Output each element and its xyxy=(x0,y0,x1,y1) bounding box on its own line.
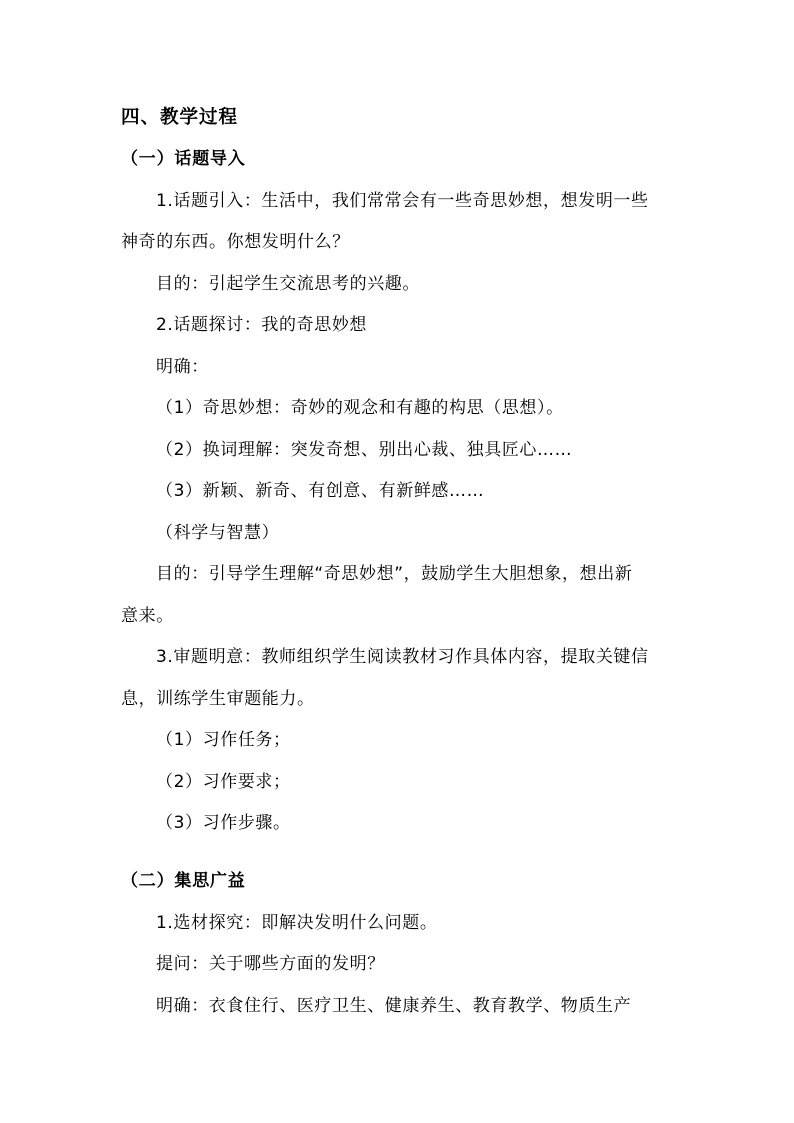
section-title: 四、教学过程 xyxy=(121,107,239,128)
part1-heading: （一）话题导入 xyxy=(121,149,246,169)
part1-item2-title: 2.话题探讨：我的奇思妙想 xyxy=(156,315,368,335)
part2-heading: （二）集思广益 xyxy=(121,871,246,891)
part1-item3-line2: 息，训练学生审题能力。 xyxy=(121,689,315,709)
part1-item3-point-3: （3）习作步骤。 xyxy=(156,813,291,833)
part1-item2-point-1: （1）奇思妙想：奇妙的观念和有趣的构思（思想）。 xyxy=(156,398,564,418)
part1-item2-note: （科学与智慧） xyxy=(156,523,280,543)
part1-item3-point-2: （2）习作要求； xyxy=(156,772,291,792)
part1-item1-line2: 神奇的东西。你想发明什么？ xyxy=(121,232,350,252)
part1-item1-purpose: 目的：引起学生交流思考的兴趣。 xyxy=(156,274,420,294)
part1-item2-purpose-line2: 意来。 xyxy=(121,606,174,626)
part1-item2-point-2: （2）换词理解：突发奇想、别出心裁、独具匠心…… xyxy=(156,440,573,460)
part1-item3-point-1: （1）习作任务； xyxy=(156,730,291,750)
part1-item2-purpose-line1: 目的：引导学生理解“奇思妙想”，鼓励学生大胆想象，想出新 xyxy=(156,564,633,584)
part2-item1-clarify: 明确：衣食住行、医疗卫生、健康养生、教育教学、物质生产 xyxy=(156,996,632,1016)
part1-item2-point-3: （3）新颖、新奇、有创意、有新鲜感…… xyxy=(156,481,485,501)
part2-item1-question: 提问：关于哪些方面的发明？ xyxy=(156,954,385,974)
part1-item1-line1: 1.话题引入：生活中，我们常常会有一些奇思妙想，想发明一些 xyxy=(156,191,649,211)
part2-item1-title: 1.选材探究：即解决发明什么问题。 xyxy=(156,913,438,933)
part1-item2-clarify: 明确： xyxy=(156,357,209,377)
part1-item3-line1: 3.审题明意：教师组织学生阅读教材习作具体内容，提取关键信 xyxy=(156,647,649,667)
